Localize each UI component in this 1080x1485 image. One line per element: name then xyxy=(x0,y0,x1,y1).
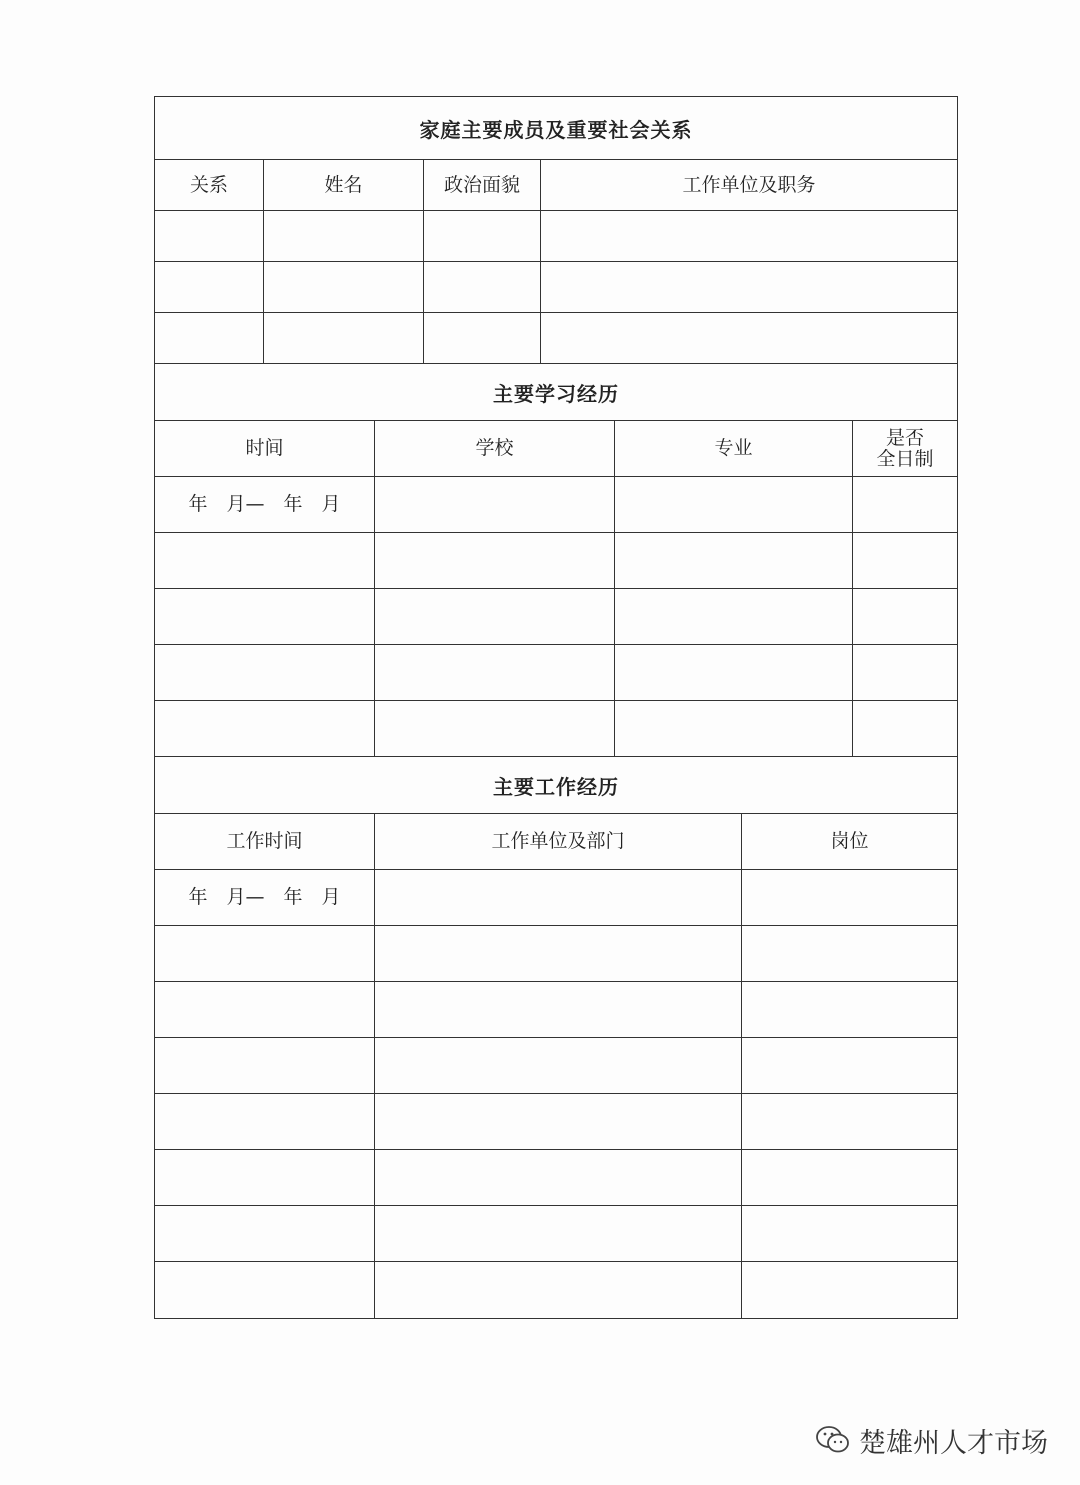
education-school-cell[interactable] xyxy=(375,701,615,756)
education-row xyxy=(155,477,957,533)
education-section-title: 主要学习经历 xyxy=(155,364,957,421)
education-full-time-cell[interactable] xyxy=(853,589,957,644)
work-position-cell[interactable] xyxy=(742,926,957,981)
family-relation-cell[interactable] xyxy=(155,313,264,363)
education-school-cell[interactable] xyxy=(375,477,615,532)
family-header-political-status: 政治面貌 xyxy=(424,160,541,210)
work-row xyxy=(155,1038,957,1094)
education-row xyxy=(155,645,957,701)
work-header-position: 岗位 xyxy=(830,830,869,853)
family-row xyxy=(155,313,957,364)
education-school-cell[interactable] xyxy=(375,589,615,644)
family-relation-cell[interactable] xyxy=(155,262,264,312)
education-major-cell[interactable] xyxy=(615,589,853,644)
education-major-cell[interactable] xyxy=(615,645,853,700)
work-period-cell[interactable] xyxy=(155,1150,375,1205)
work-employer-cell[interactable] xyxy=(375,1038,742,1093)
work-period-cell[interactable] xyxy=(155,1094,375,1149)
work-employer-cell[interactable] xyxy=(375,1094,742,1149)
work-period-cell[interactable] xyxy=(155,982,375,1037)
family-relation-cell[interactable] xyxy=(155,211,264,261)
education-full-time-cell[interactable] xyxy=(853,645,957,700)
education-major-cell[interactable] xyxy=(615,477,853,532)
work-header-employer-department: 工作单位及部门 xyxy=(375,814,742,869)
work-header-period: 工作时间 xyxy=(155,814,375,869)
family-header-name: 姓名 xyxy=(264,160,424,210)
wechat-icon xyxy=(815,1424,851,1456)
education-header-school: 学校 xyxy=(375,421,615,476)
work-position-cell[interactable] xyxy=(742,1094,957,1149)
application-form-table xyxy=(154,96,958,1319)
work-employer-cell[interactable] xyxy=(375,1150,742,1205)
work-position-cell[interactable] xyxy=(742,1206,957,1261)
work-position-cell[interactable] xyxy=(742,870,957,925)
family-section xyxy=(155,97,957,364)
family-employer-cell[interactable] xyxy=(541,211,957,261)
work-row xyxy=(155,870,957,926)
education-full-time-cell[interactable] xyxy=(853,477,957,532)
source-watermark xyxy=(815,1420,1048,1460)
education-full-time-cell[interactable] xyxy=(853,701,957,756)
education-full-time-cell[interactable] xyxy=(853,533,957,588)
family-row xyxy=(155,211,957,262)
work-row xyxy=(155,1094,957,1150)
education-section xyxy=(155,364,957,757)
education-period-cell[interactable] xyxy=(155,589,375,644)
education-period-cell[interactable] xyxy=(155,533,375,588)
family-name-cell[interactable] xyxy=(264,211,424,261)
watermark-text: 楚雄州人才市场 xyxy=(859,1427,1048,1459)
family-political-status-cell[interactable] xyxy=(424,262,541,312)
work-period-cell[interactable] xyxy=(155,1262,375,1318)
work-position-cell[interactable] xyxy=(742,1150,957,1205)
work-row xyxy=(155,1206,957,1262)
education-period-cell[interactable] xyxy=(155,701,375,756)
education-header-full-time: 是否 全日制 xyxy=(876,426,934,470)
education-row xyxy=(155,701,957,757)
education-major-cell[interactable] xyxy=(615,533,853,588)
work-row xyxy=(155,926,957,982)
work-position-cell[interactable] xyxy=(742,1038,957,1093)
work-employer-cell[interactable] xyxy=(375,982,742,1037)
work-employer-cell[interactable] xyxy=(375,1262,742,1318)
work-period-cell[interactable] xyxy=(155,1206,375,1261)
education-row xyxy=(155,533,957,589)
family-header-relation: 关系 xyxy=(155,160,264,210)
education-header-time: 时间 xyxy=(155,421,375,476)
work-section xyxy=(155,757,957,1318)
education-period-cell[interactable]: 年 月— 年 月 xyxy=(155,477,375,532)
family-employer-cell[interactable] xyxy=(541,313,957,363)
work-row xyxy=(155,1262,957,1318)
education-header-row xyxy=(155,421,957,477)
work-period-cell[interactable] xyxy=(155,926,375,981)
education-school-cell[interactable] xyxy=(375,645,615,700)
work-period-cell[interactable]: 年 月— 年 月 xyxy=(155,870,375,925)
family-row xyxy=(155,262,957,313)
work-header-row xyxy=(155,814,957,870)
work-employer-cell[interactable] xyxy=(375,870,742,925)
education-school-cell[interactable] xyxy=(375,533,615,588)
education-period-cell[interactable] xyxy=(155,645,375,700)
education-major-cell[interactable] xyxy=(615,701,853,756)
work-row xyxy=(155,1150,957,1206)
family-political-status-cell[interactable] xyxy=(424,313,541,363)
family-section-title: 家庭主要成员及重要社会关系 xyxy=(155,97,957,160)
education-header-major: 专业 xyxy=(615,421,853,476)
work-section-title: 主要工作经历 xyxy=(155,757,957,814)
work-period-cell[interactable] xyxy=(155,1038,375,1093)
education-row xyxy=(155,589,957,645)
family-political-status-cell[interactable] xyxy=(424,211,541,261)
work-employer-cell[interactable] xyxy=(375,926,742,981)
work-row xyxy=(155,982,957,1038)
work-position-cell[interactable] xyxy=(742,982,957,1037)
family-employer-cell[interactable] xyxy=(541,262,957,312)
work-position-cell[interactable] xyxy=(742,1262,957,1318)
family-header-row xyxy=(155,160,957,211)
work-employer-cell[interactable] xyxy=(375,1206,742,1261)
family-name-cell[interactable] xyxy=(264,313,424,363)
family-header-employer-position: 工作单位及职务 xyxy=(682,173,816,196)
family-name-cell[interactable] xyxy=(264,262,424,312)
